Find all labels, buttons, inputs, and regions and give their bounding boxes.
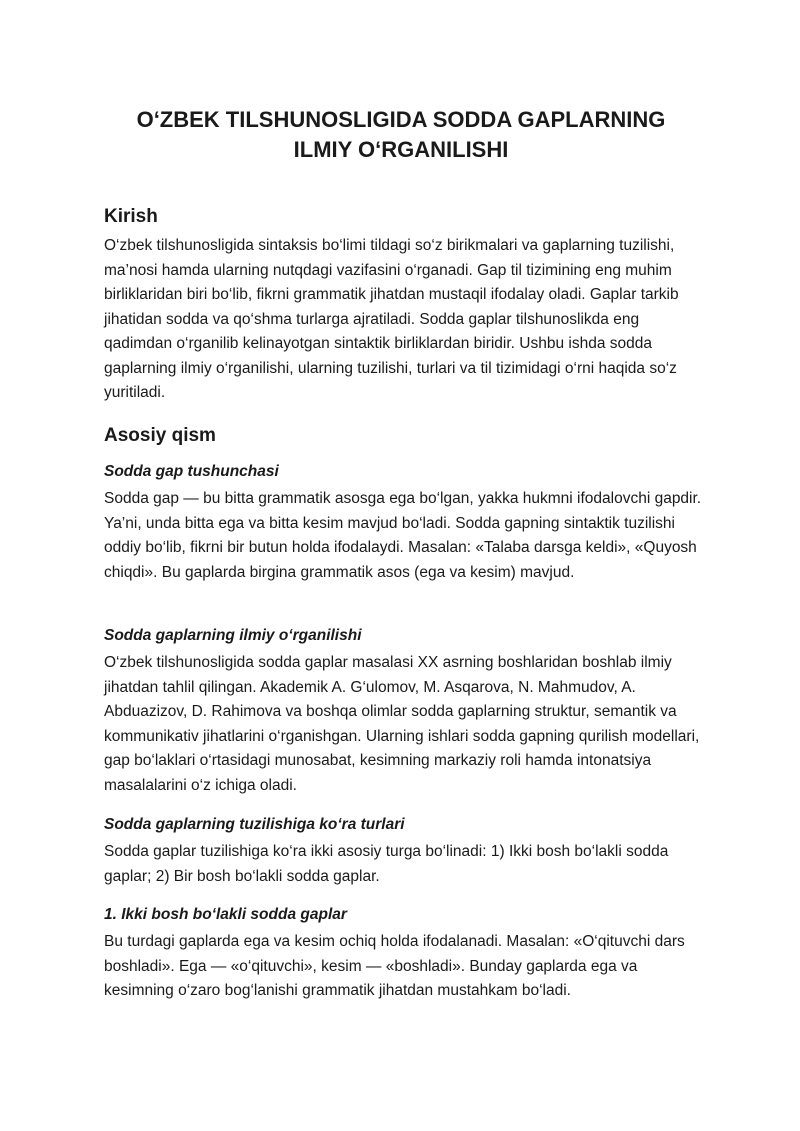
- paragraph-scientific-study: O‘zbek tilshunosligida sodda gaplar masalasi XX asrning boshlaridan boshlab ilmiy jihatdan tahlil qilingan. Akademik A. G‘ulomov, M. Asqarova, N. Mahmudov, A. Abduazizov, D. Rahimova va boshqa olimlar sodda gaplarning struktur, semantik va kommunikativ jihatlarini o‘rganishgan. Ularning ishlari sodda gapning qurilish modellari, gap bo‘laklari o‘rtasidagi munosabat, kesimning markaziy roli hamda intonatsiya masalalarini o‘z ichiga oladi.: [104, 654, 700, 794]
- paragraph-structural-types: Sodda gaplar tuzilishiga ko‘ra ikki asosiy turga bo‘linadi: 1) Ikki bosh bo‘lakli sodda gaplar; 2) Bir bosh bo‘lakli sodda gaplar.: [104, 843, 669, 885]
- subheading-scientific-study: Sodda gaplarning ilmiy o‘rganilishi: [104, 627, 362, 644]
- subheading-simple-sentence-concept: Sodda gap tushunchasi: [104, 463, 279, 480]
- title-line-2: ILMIY O‘RGANILISHI: [293, 137, 509, 162]
- intro-paragraph: O‘zbek tilshunosligida sintaksis bo‘limi tildagi so‘z birikmalari va gaplarning tuzilishi, ma’nosi hamda ularning nutqdagi vazifasini o‘rganadi. Gap til tizimining eng muhim birliklaridan biri bo‘lib, fikrni grammatik jihatdan mustaqil ifodalay oladi. Gaplar tarkib jihatidan sodda va qo‘shma turlarga ajratiladi. Sodda gaplar tilshunoslikda eng qadimdan o‘rganilib kelinayotgan sintaktik birliklardan biridir. Ushbu ishda sodda gaplarning ilmiy o‘rganilishi, ularning tuzilishi, turlari va til tizimidagi o‘rni haqida so‘z yuritiladi.: [104, 237, 679, 401]
- title-line-1: O‘ZBEK TILSHUNOSLIGIDA SODDA GAPLARNING: [136, 107, 666, 132]
- subheading-structural-types: Sodda gaplarning tuzilishiga ko‘ra turlari: [104, 816, 405, 833]
- subheading-two-member-sentences: 1. Ikki bosh bo‘lakli sodda gaplar: [104, 906, 347, 923]
- document-title: [104, 105, 698, 165]
- section-heading-main: Asosiy qism: [104, 425, 216, 446]
- section-heading-intro: Kirish: [104, 206, 158, 227]
- paragraph-simple-sentence-concept: Sodda gap — bu bitta grammatik asosga ega bo‘lgan, yakka hukmni ifodalovchi gapdir. Ya’ni, unda bitta ega va bitta kesim mavjud bo‘ladi. Sodda gapning sintaktik tuzilishi oddiy bo‘lib, fikrni bir butun holda ifodalaydi. Masalan: «Talaba darsga keldi», «Quyosh chiqdi». Bu gaplarda birgina grammatik asos (ega va kesim) mavjud.: [104, 490, 702, 581]
- paragraph-two-member-sentences: Bu turdagi gaplarda ega va kesim ochiq holda ifodalanadi. Masalan: «O‘qituvchi dars boshladi». Ega — «o‘qituvchi», kesim — «boshladi». Bunday gaplarda ega va kesimning o‘zaro bog‘lanishi grammatik jihatdan mustahkam bo‘ladi.: [104, 933, 685, 999]
